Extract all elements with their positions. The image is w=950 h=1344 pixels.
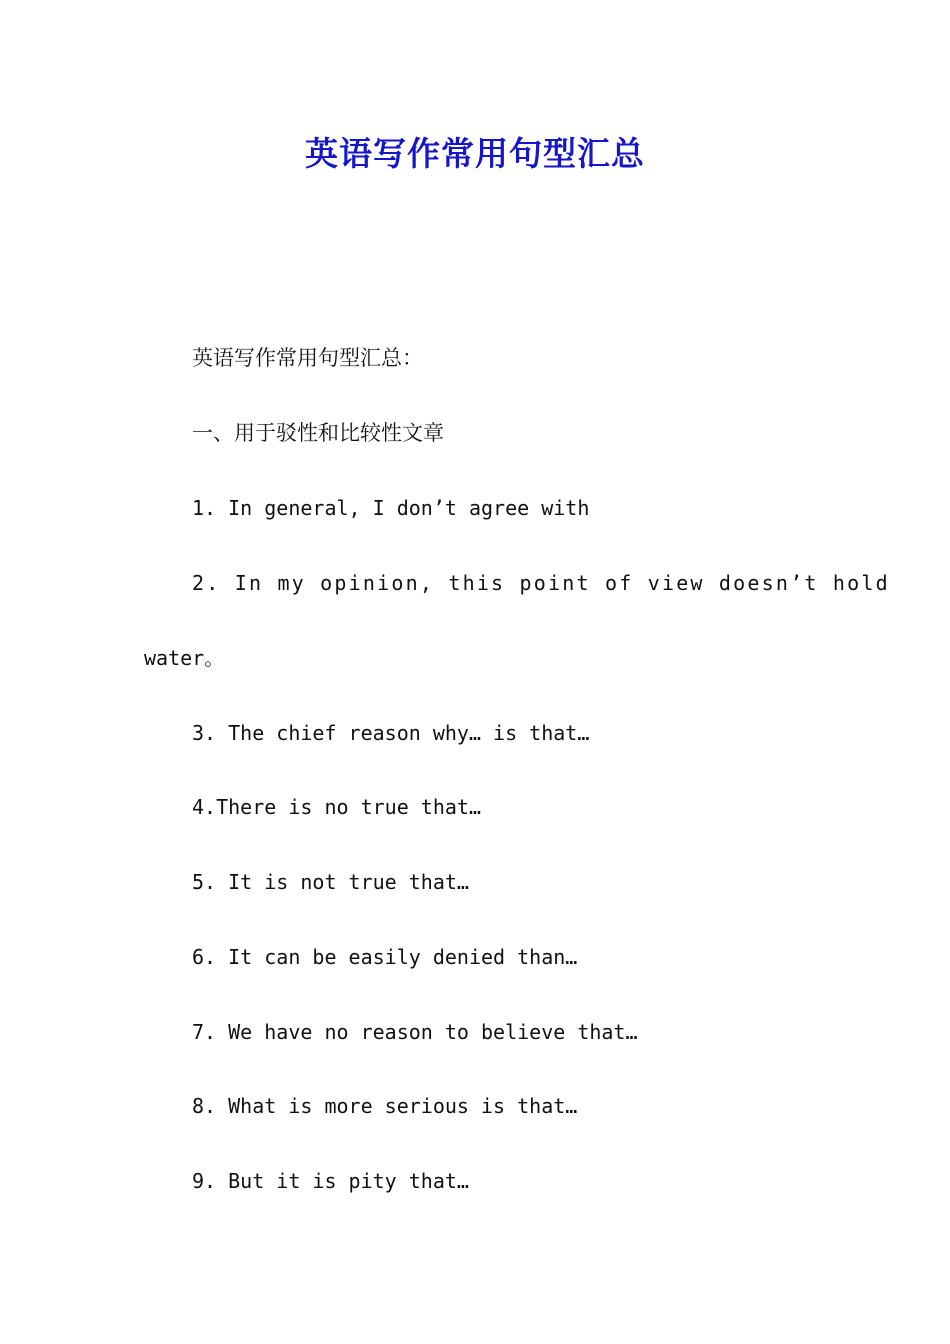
list-item: 8. What is more serious is that… xyxy=(192,1094,578,1118)
document-title: 英语写作常用句型汇总 xyxy=(305,134,645,173)
list-item: 7. We have no reason to believe that… xyxy=(192,1020,638,1044)
list-item: 1. In general, I don’t agree with xyxy=(192,496,590,520)
list-item: 2. In my opinion, this point of view doesn’t hold xyxy=(192,571,890,595)
list-item: 6. It can be easily denied than… xyxy=(192,945,578,969)
list-item-continuation: water。 xyxy=(144,646,225,670)
list-item: 5. It is not true that… xyxy=(192,870,469,894)
list-item: 9. But it is pity that… xyxy=(192,1169,469,1193)
intro-line: 英语写作常用句型汇总： xyxy=(192,346,423,370)
section-heading: 一、用于驳性和比较性文章 xyxy=(192,421,444,445)
list-item: 4.There is no true that… xyxy=(192,795,481,819)
list-item: 3. The chief reason why… is that… xyxy=(192,721,590,745)
